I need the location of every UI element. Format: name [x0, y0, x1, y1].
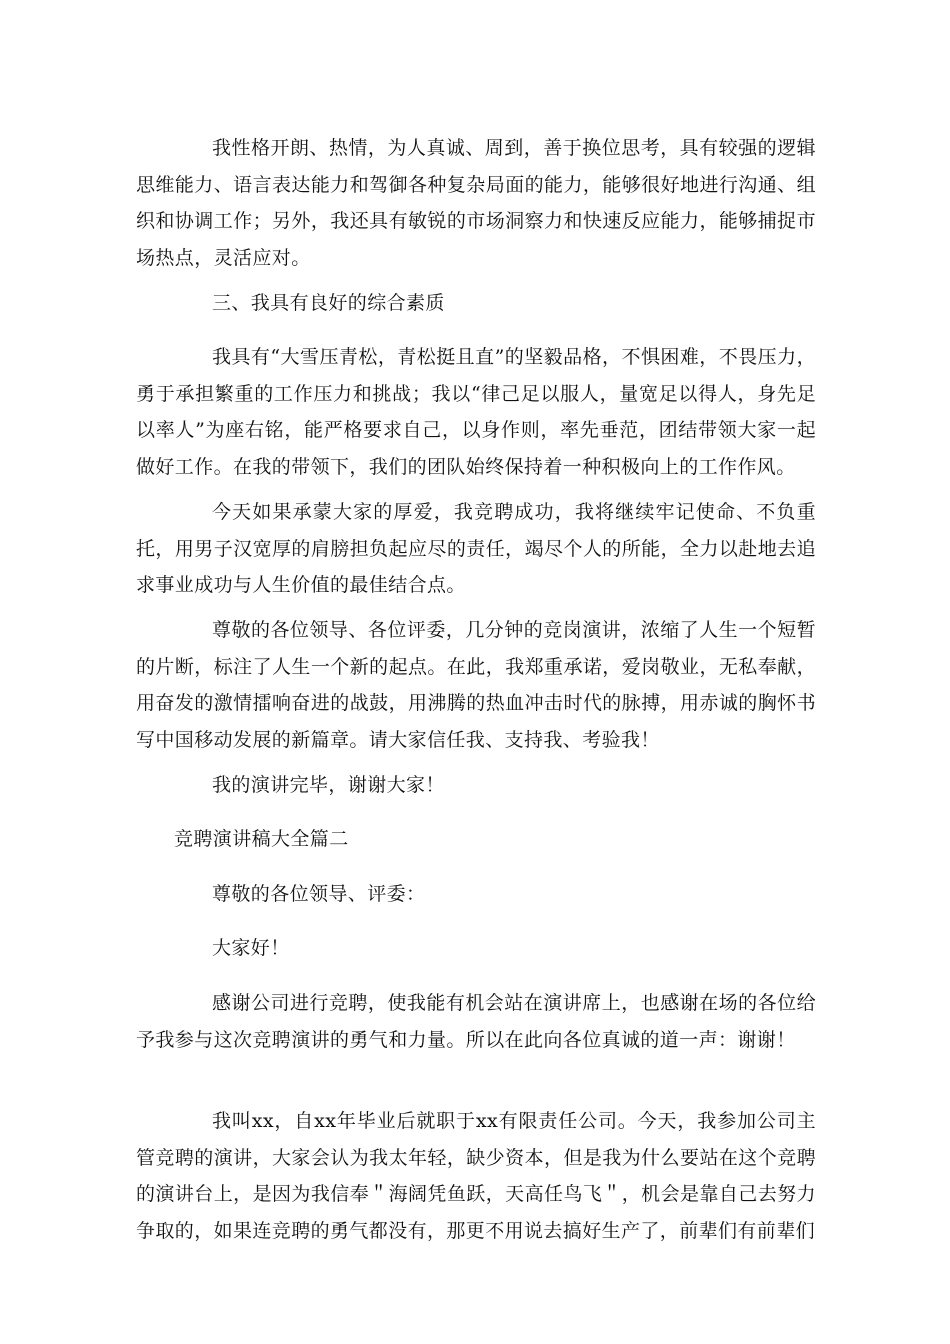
salutation: 尊敬的各位领导、评委：	[212, 883, 426, 905]
section-heading-comprehensive-quality: 三、我具有良好的综合素质	[212, 292, 445, 314]
article-title-part-two: 竞聘演讲稿大全篇二	[174, 828, 349, 850]
paragraph-commitment: 今天如果承蒙大家的厚爱，我竞聘成功，我将继续牢记使命、不负重托，用男子汉宽厚的肩膀担负起应尽的责任，竭尽个人的所能，全力以赴地去追求事业成功与人生价值的最佳结合点。	[136, 501, 816, 596]
paragraph-thanks: 我的演讲完毕，谢谢大家！	[212, 774, 445, 796]
paragraph-gratitude: 感谢公司进行竞聘，使我能有机会站在演讲席上，也感谢在场的各位给予我参与这次竞聘演讲的勇气和力量。所以在此向各位真诚的道一声：谢谢！	[136, 992, 816, 1051]
paragraph-personality: 我性格开朗、热情，为人真诚、周到，善于换位思考，具有较强的逻辑思维能力、语言表达能力和驾御各种复杂局面的能力，能够很好地进行沟通、组织和协调工作；另外，我还具有敏锐的市场洞察力和快速反应能力，能够捕捉市场热点，灵活应对。	[136, 137, 816, 269]
paragraph-character: 我具有“大雪压青松，青松挺且直”的坚毅品格，不惧困难，不畏压力，勇于承担繁重的工作压力和挑战；我以“律己足以服人，量宽足以得人，身先足以率人”为座右铭，能严格要求自己，以身作则，率先垂范，团结带领大家一起做好工作。在我的带领下，我们的团队始终保持着一种积极向上的工作作风。	[136, 346, 816, 478]
paragraph-introduction: 我叫xx，自xx年毕业后就职于xx有限责任公司。今天，我参加公司主管竞聘的演讲，大家会认为我太年轻，缺少资本，但是我为什么要站在这个竞聘的演讲台上，是因为我信奉＂海阔凭鱼跃，天高任鸟飞＂，机会是靠自己去努力争取的，如果连竞聘的勇气都没有，那更不用说去搞好生产了，前辈们有前辈们	[136, 1110, 816, 1242]
paragraph-closing-pledge: 尊敬的各位领导、各位评委，几分钟的竞岗演讲，浓缩了人生一个短暂的片断，标注了人生一个新的起点。在此，我郑重承诺，爱岗敬业，无私奉献，用奋发的激情擂响奋进的战鼓，用沸腾的热血冲击时代的脉搏，用赤诚的胸怀书写中国移动发展的新篇章。请大家信任我、支持我、考验我！	[136, 619, 816, 751]
greeting: 大家好！	[212, 937, 290, 959]
